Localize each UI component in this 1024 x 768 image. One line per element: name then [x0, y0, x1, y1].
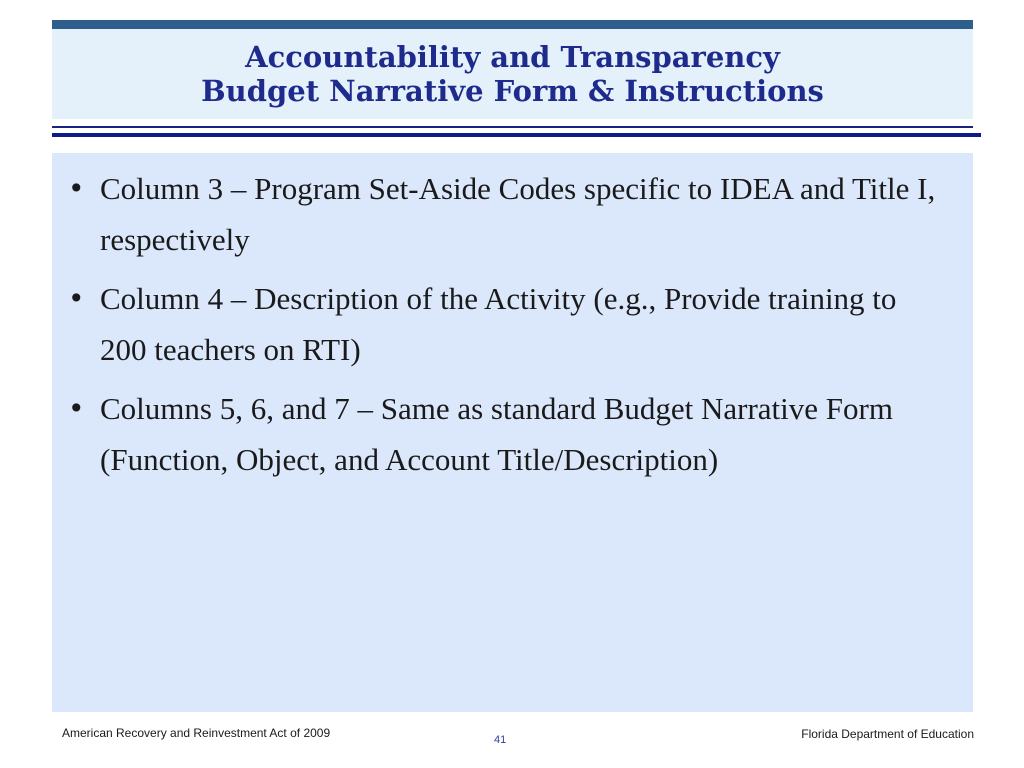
bullet-icon: • [68, 282, 85, 315]
bullet-item [62, 273, 942, 375]
slide-title-line-1: Accountability and Transparency [245, 40, 780, 74]
bullet-icon: • [68, 392, 85, 425]
bullet-text: Column 4 – Description of the Activity (e.g., Provide training to 200 teachers on RTI) [100, 281, 897, 367]
bullet-icon: • [68, 172, 85, 205]
slide-title-line-2: Budget Narrative Form & Instructions [201, 74, 824, 108]
title-divider-thick [52, 133, 981, 137]
header-top-bar [52, 20, 973, 29]
footer-act-name: American Recovery and Reinvestment Act of 2009 [62, 726, 331, 740]
bullet-text: Column 3 – Program Set-Aside Codes specific to IDEA and Title I, respectively [100, 171, 936, 257]
content-box [52, 153, 973, 712]
title-divider-thin [52, 126, 973, 128]
bullet-item [62, 383, 942, 485]
bullet-list [62, 163, 942, 493]
bullet-text: Columns 5, 6, and 7 – Same as standard Budget Narrative Form (Function, Object, and Account Title/Description) [100, 391, 893, 477]
footer-department: Florida Department of Education [801, 727, 974, 741]
bullet-item [62, 163, 942, 265]
page-number: 41 [494, 734, 507, 746]
title-box [52, 29, 973, 119]
